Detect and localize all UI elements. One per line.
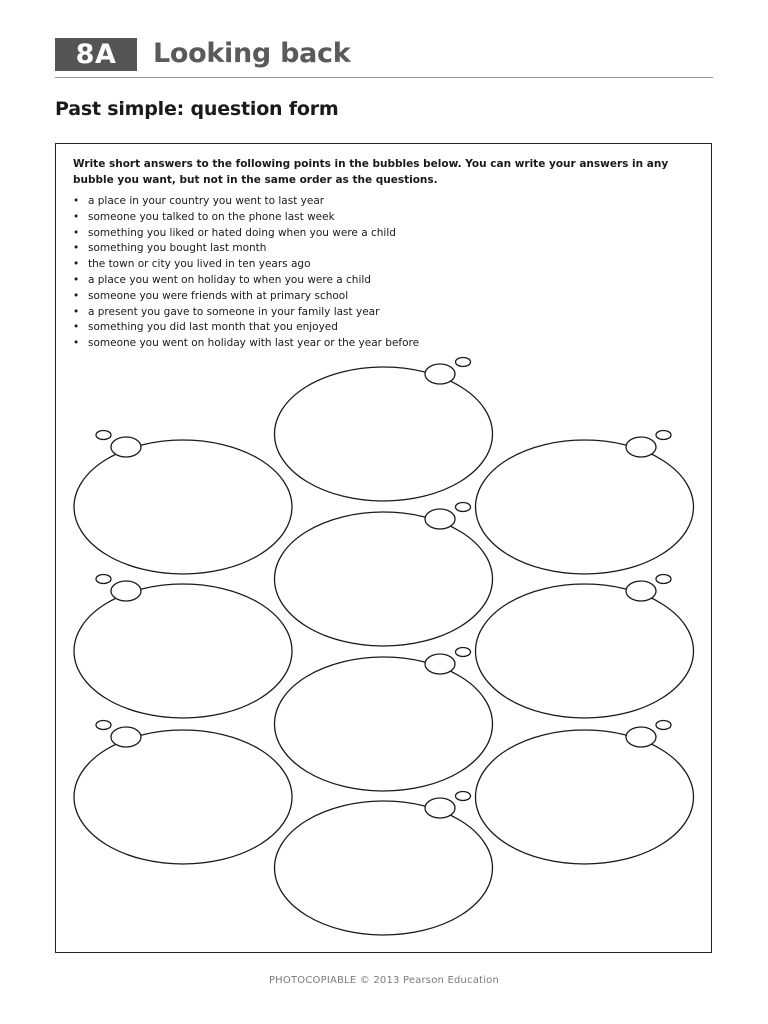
point-text: a place in your country you went to last year — [88, 195, 325, 207]
point-text: something you liked or hated doing when you were a child — [88, 226, 396, 239]
thought-bubble[interactable] — [275, 792, 493, 936]
point-text: someone you were friends with at primary school — [88, 289, 349, 302]
bullet-icon: • — [73, 321, 80, 334]
thought-bubble[interactable] — [476, 575, 694, 719]
point-text: a place you went on holiday to when you were a child — [88, 273, 371, 286]
thought-bubble[interactable] — [476, 721, 694, 865]
thought-bubble[interactable] — [476, 431, 694, 575]
point-text: the town or city you lived in ten years ago — [88, 258, 311, 271]
bullet-icon: • — [73, 273, 80, 286]
bullet-icon: • — [73, 195, 80, 207]
point-text: something you bought last month — [88, 242, 267, 255]
section-title: Past simple: question form — [55, 98, 339, 120]
point-text: someone you talked to on the phone last week — [88, 210, 335, 223]
thought-bubble[interactable] — [275, 358, 493, 502]
photocopiable-footer: PHOTOCOPIABLE © 2013 Pearson Education — [268, 975, 500, 986]
thought-bubble[interactable] — [74, 721, 292, 865]
thought-bubble[interactable] — [275, 503, 493, 647]
thought-bubble[interactable] — [275, 648, 493, 792]
instructions-text: Write short answers to the following points in the bubbles below. You can write your answers in any bubble you want, but not in the same order as the questions. — [73, 158, 669, 186]
point-text: a present you gave to someone in your family last year — [88, 305, 380, 318]
unit-badge: 8A — [55, 38, 137, 71]
bullet-icon: • — [73, 289, 80, 302]
bullet-icon: • — [73, 210, 80, 223]
bullet-icon: • — [73, 242, 80, 255]
bullet-icon: • — [73, 305, 80, 318]
unit-title: Looking back — [153, 38, 351, 69]
thought-bubble[interactable] — [74, 431, 292, 575]
bullet-icon: • — [73, 226, 80, 239]
bullet-icon: • — [73, 258, 80, 271]
bullet-icon: • — [73, 337, 80, 350]
thought-bubble[interactable] — [74, 575, 292, 719]
point-text: someone you went on holiday with last year or the year before — [88, 337, 420, 350]
point-text: something you did last month that you enjoyed — [88, 321, 338, 334]
